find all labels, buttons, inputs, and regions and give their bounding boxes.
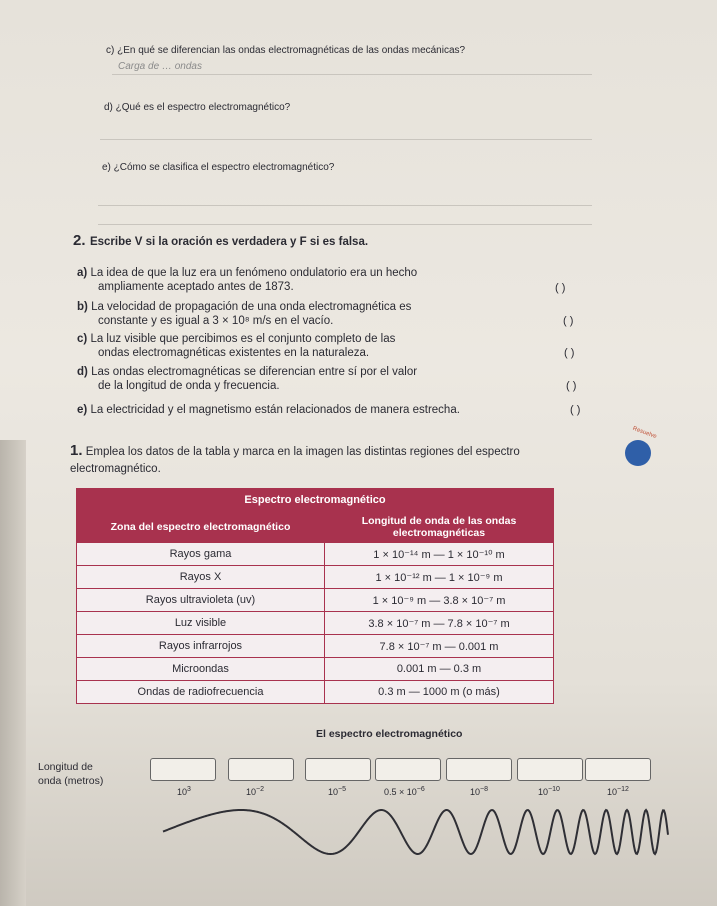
tick-base: 10 (177, 787, 188, 797)
table-header-wavelength (325, 512, 554, 543)
table-title: Espectro electromagnético (77, 489, 554, 512)
table-row (77, 543, 554, 566)
range-cell: 7.8 × 10⁻⁷ m — 0.001 m (325, 635, 554, 658)
tf-item-b (77, 300, 477, 328)
tick-base: 10 (538, 787, 549, 797)
item-text: Las ondas electromagnéticas se diferencian entre sí por el valor (91, 366, 418, 378)
table-row (77, 658, 554, 681)
answer-parentheses[interactable]: ( ) (570, 404, 581, 416)
region-answer-box-2[interactable] (228, 758, 294, 781)
tf-item-d (77, 365, 497, 393)
zone-cell: Luz visible (77, 612, 325, 635)
answer-parentheses[interactable]: ( ) (566, 380, 577, 392)
item-letter: c) (77, 333, 88, 345)
tick-exponent: 3 (187, 786, 191, 793)
tick-exponent: −8 (480, 786, 488, 793)
range-cell: 3.8 × 10⁻⁷ m — 7.8 × 10⁻⁷ m (325, 612, 554, 635)
item-text: ondas electromagnéticas existentes en la naturaleza. (98, 347, 370, 359)
exercise-1-heading (70, 442, 590, 478)
tick-exponent: −6 (416, 786, 425, 793)
zone-cell: Rayos ultravioleta (uv) (77, 589, 325, 612)
tick-base: 10 (328, 787, 339, 797)
item-letter: e) (77, 404, 88, 416)
header-line: electromagnéticas (392, 527, 486, 539)
exercise-1-instruction: Emplea los datos de la tabla y marca en la imagen las distintas regiones del espectro (85, 446, 520, 458)
item-letter: b) (77, 301, 88, 313)
label-line: Longitud de (38, 761, 93, 773)
zone-cell: Ondas de radiofrecuencia (77, 681, 325, 704)
tick-label (177, 786, 191, 797)
region-answer-box-4[interactable] (375, 758, 441, 781)
table-row (77, 612, 554, 635)
table-row (77, 635, 554, 658)
tick-exponent: −5 (338, 786, 346, 793)
item-text: constante y es igual a 3 × 10⁸ m/s en el vacío. (98, 315, 334, 327)
item-text: La idea de que la luz era un fenómeno ondulatorio era un hecho (90, 267, 418, 279)
question-c: c) ¿En qué se diferencian las ondas electromagnéticas de las ondas mecánicas? (106, 45, 466, 56)
label-line: onda (metros) (38, 775, 104, 787)
spectrum-table (76, 488, 554, 704)
tick-label (246, 786, 264, 797)
range-cell: 1 × 10⁻¹² m — 1 × 10⁻⁹ m (325, 566, 554, 589)
exercise-1-number: 1. (70, 442, 83, 459)
table-row (77, 566, 554, 589)
table-row (77, 589, 554, 612)
tf-item-a (77, 266, 457, 294)
item-text: La electricidad y el magnetismo están relacionados de manera estrecha. (90, 404, 460, 416)
exercise-2-instruction: Escribe V si la oración es verdadera y F si es falsa. (89, 236, 369, 248)
tick-label (384, 786, 425, 797)
answer-parentheses[interactable]: ( ) (564, 347, 575, 359)
tick-base: 10 (607, 787, 618, 797)
answer-parentheses[interactable]: ( ) (563, 315, 574, 327)
tick-label (538, 786, 560, 797)
table-row (77, 681, 554, 704)
range-cell: 0.3 m — 1000 m (o más) (325, 681, 554, 704)
answer-line (112, 74, 592, 75)
tick-exponent: −12 (617, 786, 629, 793)
region-answer-box-1[interactable] (150, 758, 216, 781)
zone-cell: Rayos X (77, 566, 325, 589)
resuelve-icon (625, 440, 651, 466)
resuelve-badge-label: Resuelve (631, 425, 658, 441)
tick-label (470, 786, 488, 797)
item-text: La velocidad de propagación de una onda electromagnética es (91, 301, 412, 313)
region-answer-box-3[interactable] (305, 758, 371, 781)
answer-line (100, 139, 592, 140)
tick-base: 10 (246, 787, 257, 797)
exercise-2-number: 2. (73, 232, 86, 249)
exercise-2-heading (73, 232, 368, 250)
tick-exponent: −10 (548, 786, 560, 793)
question-e: e) ¿Cómo se clasifica el espectro electromagnético? (102, 162, 335, 173)
tick-base: 10 (470, 787, 481, 797)
item-text: La luz visible que percibimos es el conjunto completo de las (90, 333, 396, 345)
wave-line (163, 810, 668, 854)
range-cell: 0.001 m — 0.3 m (325, 658, 554, 681)
tick-label (607, 786, 629, 797)
diagram-title: El espectro electromagnético (316, 728, 463, 740)
region-answer-box-6[interactable] (517, 758, 583, 781)
item-letter: a) (77, 267, 88, 279)
region-answer-box-5[interactable] (446, 758, 512, 781)
answer-parentheses[interactable]: ( ) (555, 282, 566, 294)
zone-cell: Microondas (77, 658, 325, 681)
item-text: de la longitud de onda y frecuencia. (98, 380, 280, 392)
tick-base: 0.5 × 10 (384, 787, 417, 797)
range-cell: 1 × 10⁻⁹ m — 3.8 × 10⁻⁷ m (325, 589, 554, 612)
zone-cell: Rayos infrarrojos (77, 635, 325, 658)
tf-item-e (77, 403, 517, 417)
tf-item-c (77, 332, 477, 360)
spectrum-wave (160, 800, 670, 870)
range-cell: 1 × 10⁻¹⁴ m — 1 × 10⁻¹⁰ m (325, 543, 554, 566)
table-header-zone: Zona del espectro electromagnético (77, 512, 325, 543)
region-answer-box-7[interactable] (585, 758, 651, 781)
tick-exponent: −2 (256, 786, 264, 793)
item-text: ampliamente aceptado antes de 1873. (98, 281, 294, 293)
zone-cell: Rayos gama (77, 543, 325, 566)
page-binding-shadow (0, 440, 26, 906)
answer-line (98, 205, 592, 206)
item-letter: d) (77, 366, 88, 378)
exercise-1-instruction-cont: electromagnético. (70, 463, 161, 475)
header-line: Longitud de onda de las ondas (361, 515, 517, 527)
answer-line (98, 224, 592, 225)
question-d: d) ¿Qué es el espectro electromagnético? (104, 102, 291, 113)
question-c-faint-answer: Carga de … ondas (118, 61, 202, 72)
tick-label (328, 786, 346, 797)
wavelength-axis-label (38, 760, 103, 788)
